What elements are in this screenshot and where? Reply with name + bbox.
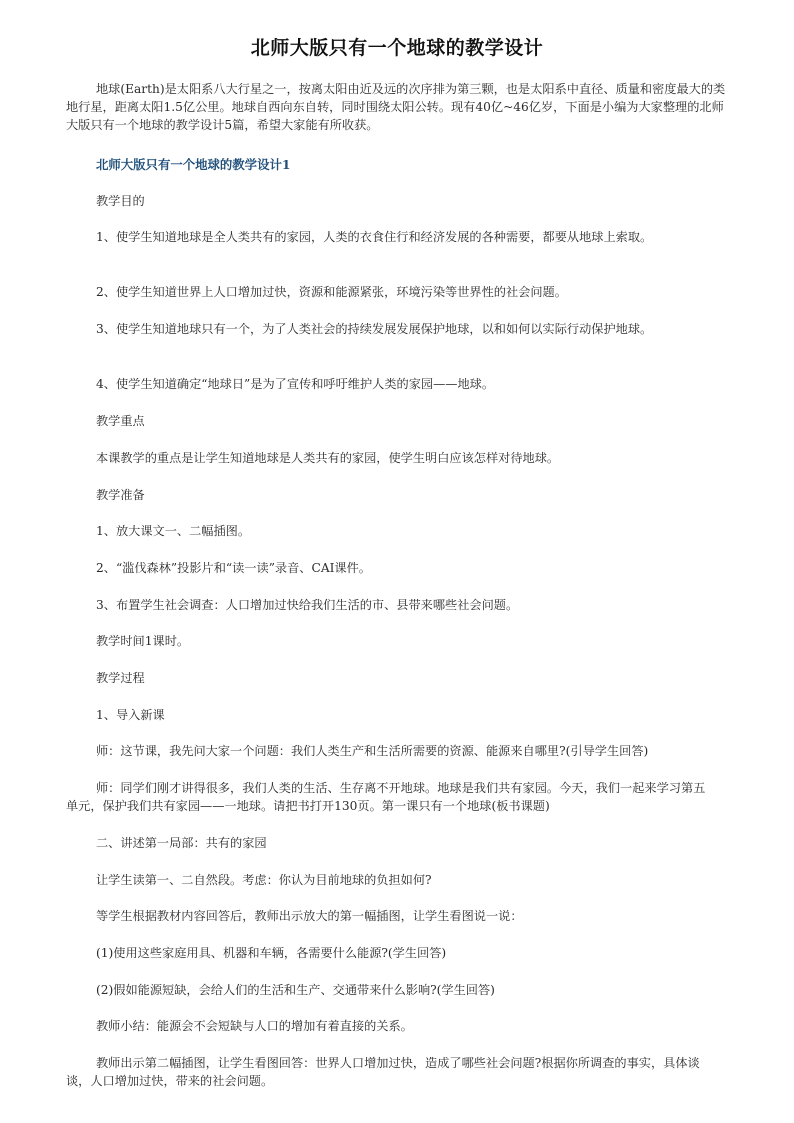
- goal-item-3: 3、使学生知道地球只有一个，为了人类社会的持续发展发展保护地球，以和如何以实际行动保护地球。: [96, 322, 653, 336]
- goal-item-2: 2、使学生知道世界上人口增加过快，资源和能源紧张，环境污染等世界性的社会问题。: [96, 285, 567, 299]
- teacher-intro: 师：同学们刚才讲得很多，我们人类的生活、生存离不开地球。地球是我们共有家园。今天，我们一起来学习第五单元，保护我们共有家园——一地球。请把书打开130页。第一课只有一个地球(板书课题): [66, 781, 706, 813]
- goal-item-4: 4、使学生知道确定“地球日”是为了宣传和呼吁维护人类的家园——地球。: [96, 377, 495, 391]
- prep-item-2: 2、“滥伐森林”投影片和“读一读”录音、CAI课件。: [96, 561, 371, 575]
- picture-discussion: 等学生根据教材内容回答后，教师出示放大的第一幅插图，让学生看图说一说：: [96, 909, 523, 923]
- second-picture-task: 教师出示第二幅插图，让学生看图回答：世界人口增加过快，造成了哪些社会问题?根据你所调查的事实，具体谈谈，人口增加过快，带来的社会问题。: [66, 1056, 700, 1088]
- discussion-question-2: (2)假如能源短缺，会给人们的生活和生产、交通带来什么影响?(学生回答): [96, 983, 495, 997]
- section-heading: 北师大版只有一个地球的教学设计1: [96, 157, 291, 172]
- teacher-summary: 教师小结：能源会不会短缺与人口的增加有着直接的关系。: [96, 1019, 413, 1033]
- teacher-question: 师：这节课，我先问大家一个问题：我们人类生产和生活所需要的资源、能源来自哪里?(引导学生回答): [96, 744, 649, 758]
- discussion-question-1: (1)使用这些家庭用具、机器和车辆，各需要什么能源?(学生回答): [96, 946, 447, 960]
- prep-item-3: 3、布置学生社会调查：人口增加过快给我们生活的市、县带来哪些社会问题。: [96, 598, 519, 612]
- reading-task: 让学生读第一、二自然段。考虑：你认为目前地球的负担如何?: [96, 873, 432, 887]
- process-step-1: 1、导入新课: [96, 708, 165, 722]
- prep-item-1: 1、放大课文一、二幅插图。: [96, 524, 251, 538]
- heading-preparation: 教学准备: [96, 488, 145, 502]
- heading-process: 教学过程: [96, 671, 145, 685]
- heading-teaching-goals: 教学目的: [96, 194, 145, 208]
- heading-key-points: 教学重点: [96, 414, 145, 428]
- teaching-time: 教学时间1课时。: [96, 634, 190, 648]
- intro-paragraph: 地球(Earth)是太阳系八大行星之一，按离太阳由近及远的次序排为第三颗，也是太阳系中直径、质量和密度最大的类地行星，距离太阳1.5亿公里。地球自西向东自转，同时围绕太阳公转。现有40亿~46亿岁，下面是小编为大家整理的北师大版只有一个地球的教学设计5篇，希望大家能有所收获。: [66, 82, 726, 132]
- key-points-text: 本课教学的重点是让学生知道地球是人类共有的家园，使学生明白应该怎样对待地球。: [96, 451, 560, 465]
- process-step-2: 二、讲述第一局部：共有的家园: [96, 836, 267, 850]
- document-title: 北师大版只有一个地球的教学设计: [250, 37, 544, 59]
- goal-item-1: 1、使学生知道地球是全人类共有的家园，人类的衣食住行和经济发展的各种需要，都要从地球上索取。: [96, 230, 653, 244]
